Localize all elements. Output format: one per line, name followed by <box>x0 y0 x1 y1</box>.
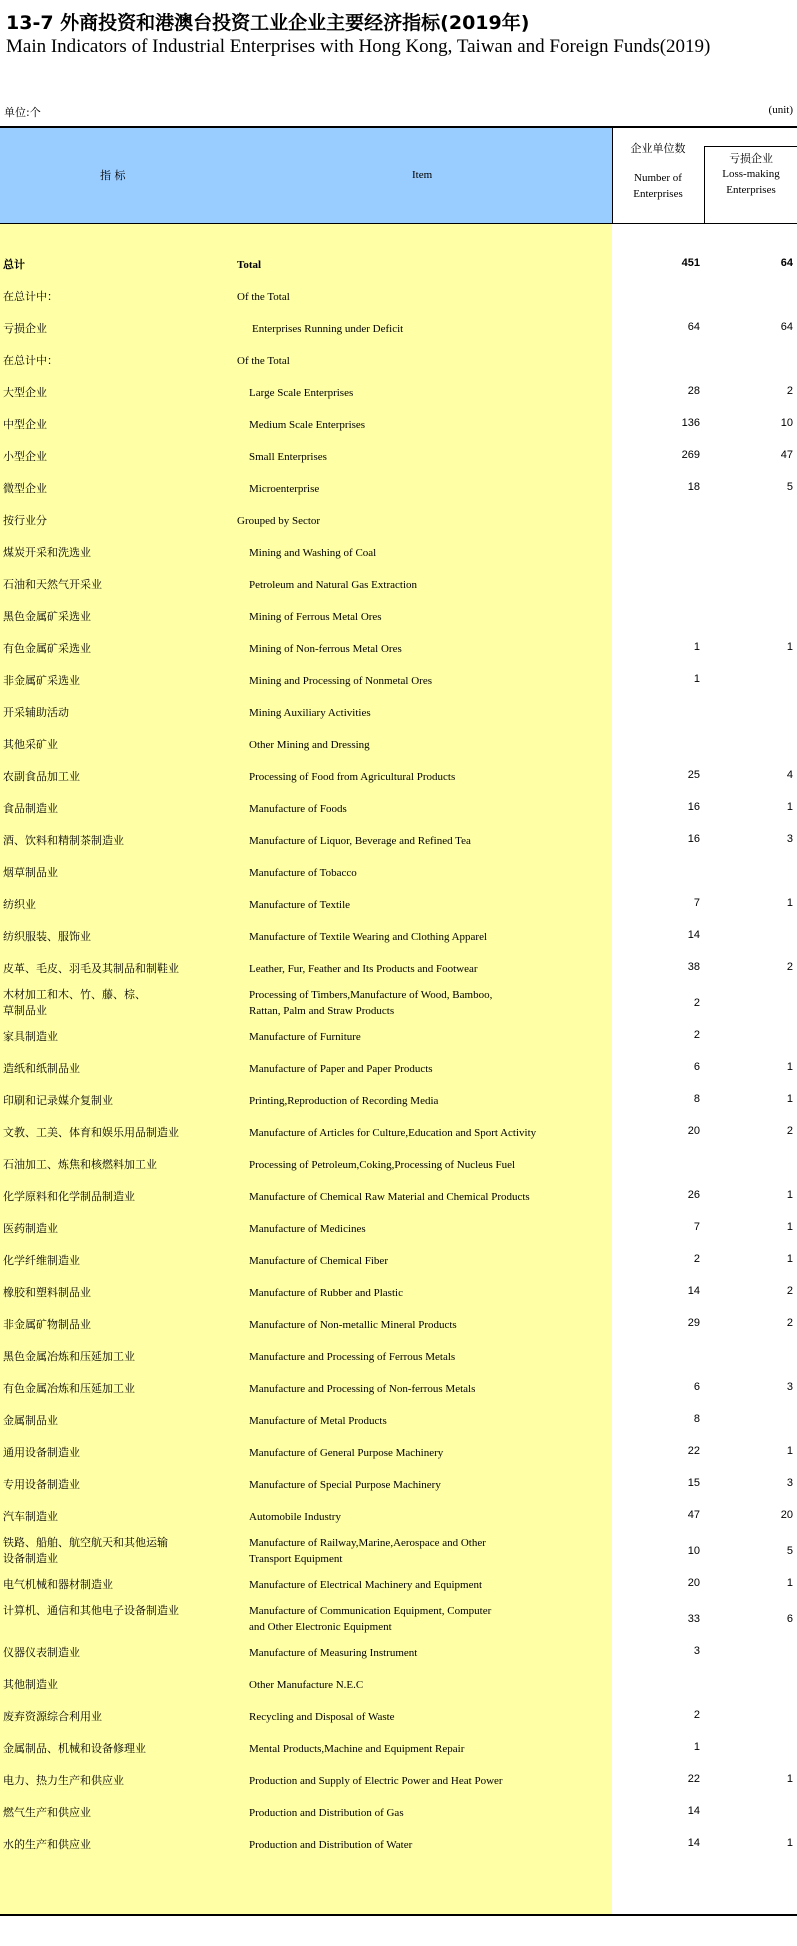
row-label-en: Processing of Petroleum,Coking,Processing of Nucleus Fuel <box>249 1159 516 1171</box>
row-label-en: Production and Distribution of Gas <box>249 1807 404 1819</box>
row-label-en: Manufacture of Special Purpose Machinery <box>249 1479 441 1491</box>
row-enterprises-count: 269 <box>681 449 700 461</box>
row-enterprises-count: 136 <box>681 417 700 429</box>
row-label-cn: 大型企业 <box>3 386 47 399</box>
row-label-en: Manufacture of Articles for Culture,Education and Sport Activity <box>249 1127 537 1139</box>
row-label-en: Manufacture of Railway,Marine,Aerospace and Other Transport Equipment <box>249 1537 486 1565</box>
table-row <box>0 857 797 889</box>
row-label-cn: 专用设备制造业 <box>3 1478 80 1491</box>
row-label-cn: 亏损企业 <box>3 322 47 335</box>
row-enterprises-count: 8 <box>693 1413 700 1425</box>
row-enterprises-count: 14 <box>687 1805 700 1817</box>
table-row <box>0 889 797 921</box>
row-loss-making-count: 6 <box>786 1613 793 1625</box>
row-loss-making-count: 1 <box>786 1773 793 1785</box>
row-label-cn: 小型企业 <box>3 450 47 463</box>
table-row <box>0 409 797 441</box>
row-label-en: Recycling and Disposal of Waste <box>249 1711 395 1723</box>
row-label-cn: 家具制造业 <box>3 1030 58 1043</box>
header-col2-cn: 亏损企业 <box>729 152 773 165</box>
row-loss-making-count: 5 <box>786 481 793 493</box>
table-row <box>0 1149 797 1181</box>
unit-label-en: (unit) <box>768 104 793 116</box>
row-enterprises-count: 6 <box>693 1381 700 1393</box>
table-row <box>0 1437 797 1469</box>
header-col2-en: Loss-making Enterprises <box>722 168 780 196</box>
row-label-cn: 有色金属冶炼和压延加工业 <box>3 1382 135 1395</box>
row-label-cn: 酒、饮料和精制茶制造业 <box>3 834 124 847</box>
row-label-en: Manufacture of Furniture <box>249 1031 361 1043</box>
row-label-en: Printing,Reproduction of Recording Media <box>249 1095 439 1107</box>
table-header-background <box>0 126 612 224</box>
row-label-en: Total <box>237 259 262 271</box>
row-label-en: Petroleum and Natural Gas Extraction <box>249 579 418 591</box>
row-label-en: Mining and Processing of Nonmetal Ores <box>249 675 432 687</box>
table-row <box>0 1829 797 1861</box>
table-row <box>0 345 797 377</box>
row-enterprises-count: 2 <box>693 1253 700 1265</box>
row-enterprises-count: 8 <box>693 1093 700 1105</box>
unit-label-cn: 单位:个 <box>4 106 41 119</box>
row-label-en: Mining Auxiliary Activities <box>249 707 371 719</box>
row-label-en: Production and Distribution of Water <box>249 1839 413 1851</box>
table-row <box>0 441 797 473</box>
table-top-rule <box>0 126 797 128</box>
title-en: Main Indicators of Industrial Enterprises with Hong Kong, Taiwan and Foreign Funds(2019) <box>6 36 711 57</box>
table-row <box>0 665 797 697</box>
row-enterprises-count: 1 <box>693 673 700 685</box>
row-enterprises-count: 3 <box>693 1645 700 1657</box>
row-label-cn: 金属制品、机械和设备修理业 <box>3 1742 146 1755</box>
row-enterprises-count: 26 <box>687 1189 700 1201</box>
row-label-en: Manufacture of Liquor, Beverage and Refined Tea <box>249 835 471 847</box>
row-label-cn: 微型企业 <box>3 482 47 495</box>
row-enterprises-count: 2 <box>693 1709 700 1721</box>
row-label-cn: 食品制造业 <box>3 802 58 815</box>
row-enterprises-count: 29 <box>687 1317 700 1329</box>
row-enterprises-count: 2 <box>693 1029 700 1041</box>
row-enterprises-count: 28 <box>687 385 700 397</box>
row-label-cn: 在总计中： <box>3 290 58 303</box>
row-label-cn: 仪器仪表制造业 <box>3 1646 80 1659</box>
row-label-en: Microenterprise <box>249 483 320 495</box>
row-label-en: Manufacture of Electrical Machinery and Equipment <box>249 1579 483 1591</box>
row-enterprises-count: 20 <box>687 1125 700 1137</box>
table-row <box>0 1797 797 1829</box>
row-loss-making-count: 2 <box>786 961 793 973</box>
table-row <box>0 729 797 761</box>
table-row <box>0 537 797 569</box>
row-label-en: Manufacture of Chemical Fiber <box>249 1255 388 1267</box>
row-label-cn: 总计 <box>3 258 25 271</box>
row-label-en: Mining of Non-ferrous Metal Ores <box>249 643 402 655</box>
row-enterprises-count: 451 <box>681 257 700 269</box>
row-label-cn: 化学原料和化学制品制造业 <box>3 1190 135 1203</box>
row-label-en: Manufacture of Tobacco <box>249 867 357 879</box>
row-enterprises-count: 1 <box>693 641 700 653</box>
header-subrule <box>704 146 797 147</box>
row-label-cn: 计算机、通信和其他电子设备制造业 <box>3 1604 179 1617</box>
table-row <box>0 1309 797 1341</box>
header-indicator-cn: 指 标 <box>100 169 126 182</box>
row-label-en: Of the Total <box>237 355 290 367</box>
row-label-en: Mining and Washing of Coal <box>249 547 377 559</box>
table-row <box>0 1181 797 1213</box>
row-label-en: Production and Supply of Electric Power and Heat Power <box>249 1775 503 1787</box>
header-col1-cn: 企业单位数 <box>630 142 686 155</box>
row-label-cn: 烟草制品业 <box>3 866 58 879</box>
row-label-cn: 燃气生产和供应业 <box>3 1806 91 1819</box>
row-enterprises-count: 25 <box>687 769 700 781</box>
row-enterprises-count: 6 <box>693 1061 700 1073</box>
row-label-en: Manufacture of Foods <box>249 803 347 815</box>
table-row <box>0 985 797 1021</box>
table-row <box>0 601 797 633</box>
row-label-cn: 化学纤维制造业 <box>3 1254 80 1267</box>
row-loss-making-count: 1 <box>786 801 793 813</box>
row-label-cn: 煤炭开采和洗选业 <box>3 546 91 559</box>
row-label-cn: 皮革、毛皮、羽毛及其制品和制鞋业 <box>3 962 179 975</box>
row-label-en: Manufacture of Textile <box>249 899 351 911</box>
table-row <box>0 1021 797 1053</box>
table-row <box>0 1733 797 1765</box>
row-label-cn: 印刷和记录媒介复制业 <box>3 1094 113 1107</box>
row-label-cn: 有色金属矿采选业 <box>3 642 91 655</box>
row-label-en: Other Mining and Dressing <box>249 739 370 751</box>
row-loss-making-count: 2 <box>786 1125 793 1137</box>
table-body <box>0 249 797 1861</box>
row-enterprises-count: 14 <box>687 929 700 941</box>
row-label-en: Manufacture of Metal Products <box>249 1415 387 1427</box>
indicator-table <box>0 126 797 1916</box>
table-row <box>0 1669 797 1701</box>
row-enterprises-count: 16 <box>687 833 700 845</box>
row-label-cn: 铁路、船舶、航空航天和其他运输 设备制造业 <box>3 1536 168 1565</box>
row-label-cn: 非金属矿物制品业 <box>3 1318 91 1331</box>
table-row <box>0 313 797 345</box>
row-loss-making-count: 1 <box>786 1837 793 1849</box>
row-label-en: Manufacture and Processing of Ferrous Metals <box>249 1351 456 1363</box>
row-label-en: Large Scale Enterprises <box>249 387 354 399</box>
row-label-cn: 橡胶和塑料制品业 <box>3 1286 91 1299</box>
row-loss-making-count: 3 <box>786 1381 793 1393</box>
table-row <box>0 1637 797 1669</box>
row-loss-making-count: 64 <box>780 257 793 269</box>
table-row <box>0 569 797 601</box>
row-label-en: Mental Products,Machine and Equipment Repair <box>249 1743 465 1755</box>
row-label-cn: 石油加工、炼焦和核燃料加工业 <box>3 1158 157 1171</box>
row-label-cn: 非金属矿采选业 <box>3 674 80 687</box>
row-loss-making-count: 1 <box>786 641 793 653</box>
table-row <box>0 1213 797 1245</box>
row-enterprises-count: 33 <box>687 1613 700 1625</box>
table-row <box>0 1405 797 1437</box>
row-enterprises-count: 22 <box>687 1445 700 1457</box>
row-label-en: Of the Total <box>237 291 290 303</box>
table-row <box>0 921 797 953</box>
row-enterprises-count: 1 <box>693 1741 700 1753</box>
row-label-cn: 其他制造业 <box>3 1678 58 1691</box>
row-label-en: Other Manufacture N.E.C <box>249 1679 364 1691</box>
row-enterprises-count: 16 <box>687 801 700 813</box>
table-header-rule <box>0 223 797 224</box>
table-row <box>0 1765 797 1797</box>
row-loss-making-count: 2 <box>786 1285 793 1297</box>
row-enterprises-count: 64 <box>687 321 700 333</box>
row-label-cn: 黑色金属冶炼和压延加工业 <box>3 1350 135 1363</box>
row-label-cn: 纺织业 <box>3 898 36 911</box>
table-bottom-rule <box>0 1914 797 1916</box>
row-loss-making-count: 1 <box>786 1061 793 1073</box>
row-label-en: Manufacture and Processing of Non-ferrous Metals <box>249 1383 476 1395</box>
row-label-cn: 中型企业 <box>3 418 47 431</box>
header-col1-en: Number of Enterprises <box>633 172 683 200</box>
row-label-cn: 电力、热力生产和供应业 <box>3 1774 124 1787</box>
row-label-en: Manufacture of Medicines <box>249 1223 366 1235</box>
row-label-cn: 废弃资源综合利用业 <box>3 1710 102 1723</box>
row-enterprises-count: 10 <box>687 1545 700 1557</box>
table-row <box>0 1245 797 1277</box>
table-row <box>0 793 797 825</box>
table-row <box>0 1701 797 1733</box>
row-label-en: Automobile Industry <box>249 1511 341 1523</box>
row-loss-making-count: 3 <box>786 833 793 845</box>
table-row <box>0 1277 797 1309</box>
row-label-cn: 金属制品业 <box>3 1414 58 1427</box>
row-label-cn: 在总计中： <box>3 354 58 367</box>
row-label-cn: 其他采矿业 <box>3 738 58 751</box>
row-label-cn: 黑色金属矿采选业 <box>3 610 91 623</box>
table-row <box>0 633 797 665</box>
table-row <box>0 1053 797 1085</box>
row-loss-making-count: 1 <box>786 1445 793 1457</box>
table-row <box>0 1601 797 1637</box>
table-row <box>0 825 797 857</box>
row-label-cn: 纺织服装、服饰业 <box>3 930 91 943</box>
title-cn: 13-7 外商投资和港澳台投资工业企业主要经济指标(2019年) <box>6 12 530 34</box>
row-label-en: Processing of Food from Agricultural Products <box>249 771 456 783</box>
row-enterprises-count: 18 <box>687 481 700 493</box>
table-row <box>0 1373 797 1405</box>
row-label-cn: 造纸和纸制品业 <box>3 1062 80 1075</box>
row-label-cn: 木材加工和木、竹、藤、棕、 草制品业 <box>3 988 146 1017</box>
table-row <box>0 249 797 281</box>
row-label-en: Grouped by Sector <box>237 515 321 527</box>
row-loss-making-count: 2 <box>786 1317 793 1329</box>
header-item-en: Item <box>412 169 433 181</box>
row-loss-making-count: 1 <box>786 1093 793 1105</box>
row-loss-making-count: 4 <box>786 769 793 781</box>
row-enterprises-count: 14 <box>687 1285 700 1297</box>
row-label-en: Manufacture of Paper and Paper Products <box>249 1063 433 1075</box>
row-label-cn: 电气机械和器材制造业 <box>3 1578 113 1591</box>
row-loss-making-count: 64 <box>780 321 793 333</box>
row-loss-making-count: 3 <box>786 1477 793 1489</box>
row-loss-making-count: 2 <box>786 385 793 397</box>
table-row <box>0 1501 797 1533</box>
row-label-cn: 医药制造业 <box>3 1222 58 1235</box>
row-label-en: Manufacture of Non-metallic Mineral Products <box>249 1319 457 1331</box>
row-label-en: Processing of Timbers,Manufacture of Wood, Bamboo, Rattan, Palm and Straw Products <box>249 989 493 1017</box>
row-loss-making-count: 5 <box>786 1545 793 1557</box>
row-label-en: Leather, Fur, Feather and Its Products and Footwear <box>249 963 478 975</box>
row-label-en: Manufacture of Measuring Instrument <box>249 1647 418 1659</box>
table-row <box>0 1569 797 1601</box>
row-label-en: Enterprises Running under Deficit <box>252 323 404 335</box>
row-loss-making-count: 1 <box>786 1189 793 1201</box>
table-row <box>0 1117 797 1149</box>
row-label-en: Mining of Ferrous Metal Ores <box>249 611 382 623</box>
row-loss-making-count: 10 <box>780 417 793 429</box>
row-loss-making-count: 1 <box>786 1253 793 1265</box>
table-row <box>0 761 797 793</box>
table-row <box>0 1469 797 1501</box>
row-label-en: Manufacture of Communication Equipment, Computer and Other Electronic Equipment <box>249 1605 492 1633</box>
table-row <box>0 1341 797 1373</box>
row-label-en: Small Enterprises <box>249 451 327 463</box>
row-enterprises-count: 7 <box>693 897 700 909</box>
row-loss-making-count: 1 <box>786 897 793 909</box>
row-loss-making-count: 47 <box>780 449 793 461</box>
row-label-cn: 农副食品加工业 <box>3 770 80 783</box>
table-row <box>0 1085 797 1117</box>
row-label-en: Manufacture of Chemical Raw Material and Chemical Products <box>249 1191 530 1203</box>
row-label-cn: 文教、工美、体育和娱乐用品制造业 <box>3 1126 179 1139</box>
table-row <box>0 473 797 505</box>
row-enterprises-count: 22 <box>687 1773 700 1785</box>
row-label-cn: 汽车制造业 <box>3 1510 58 1523</box>
row-loss-making-count: 1 <box>786 1221 793 1233</box>
row-enterprises-count: 14 <box>687 1837 700 1849</box>
table-row <box>0 377 797 409</box>
table-row <box>0 953 797 985</box>
row-loss-making-count: 1 <box>786 1577 793 1589</box>
table-row <box>0 1533 797 1569</box>
row-loss-making-count: 20 <box>780 1509 793 1521</box>
row-label-en: Manufacture of Textile Wearing and Clothing Apparel <box>249 931 488 943</box>
row-label-cn: 石油和天然气开采业 <box>3 578 102 591</box>
row-enterprises-count: 47 <box>687 1509 700 1521</box>
row-label-cn: 开采辅助活动 <box>3 706 69 719</box>
row-enterprises-count: 20 <box>687 1577 700 1589</box>
row-enterprises-count: 38 <box>687 961 700 973</box>
table-row <box>0 697 797 729</box>
table-row <box>0 505 797 537</box>
row-label-en: Manufacture of Rubber and Plastic <box>249 1287 403 1299</box>
row-label-cn: 水的生产和供应业 <box>3 1838 91 1851</box>
row-label-cn: 按行业分 <box>3 514 47 527</box>
row-enterprises-count: 7 <box>693 1221 700 1233</box>
row-enterprises-count: 2 <box>693 997 700 1009</box>
row-label-en: Manufacture of General Purpose Machinery <box>249 1447 444 1459</box>
row-label-en: Medium Scale Enterprises <box>249 419 366 431</box>
table-row <box>0 281 797 313</box>
row-enterprises-count: 15 <box>687 1477 700 1489</box>
row-label-cn: 通用设备制造业 <box>3 1446 80 1459</box>
